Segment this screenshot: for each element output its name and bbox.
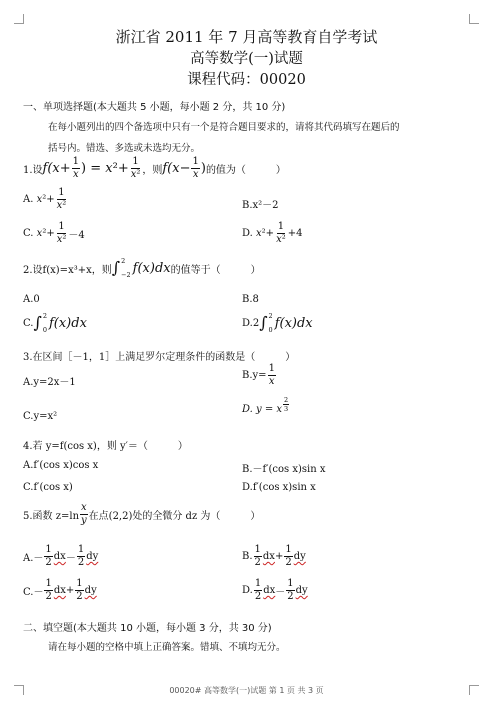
crop-mark-top-left [14, 14, 24, 24]
crop-mark-top-right [469, 14, 479, 24]
q1-target-close: ) [200, 161, 206, 176]
q5-option-a-frac1: $\frac{1}{2}$ [45, 544, 52, 568]
q1-option-a [23, 188, 68, 211]
question-3: 3.在区间［－1，1］上满足罗尔定理条件的函数是（ ） [23, 352, 296, 363]
q4-option-c: C.f′(cos x) [23, 482, 73, 493]
q2-integral-limits: 2 −2 [121, 257, 131, 279]
q5-option-b-dx: dx [262, 551, 275, 562]
q1-target-lhs: f(x− [162, 161, 191, 176]
section1-heading: 一、单项选择题(本大题共 5 小题，每小题 2 分，共 10 分) [23, 102, 286, 113]
q5-option-c-label: C.－ [23, 587, 44, 598]
q5-option-d-label: D. [242, 585, 253, 596]
q1-fraction-1-over-x: $\frac{1}{x}$ [72, 156, 80, 180]
q3-option-b [242, 364, 277, 387]
q1-option-c-expr: x²+ [36, 228, 55, 239]
integral-sign: ∫ [259, 313, 268, 332]
q5-tail: 在点(2,2)处的全微分 dz 为（ ） [88, 511, 261, 522]
q2-prefix: 2.设f(x)=x³+x，则 [23, 264, 112, 276]
exam-title: 浙江省 2011 年 7 月高等教育自学考试 [115, 28, 378, 46]
q1-target-fraction: $\frac{1}{x}$ [192, 156, 199, 180]
q5-prefix: 5.函数 z=ln [23, 511, 80, 522]
q1-option-d-fraction: $\frac{1}{\text{x²}}$ [276, 221, 286, 245]
q3-option-c: C.y=x² [23, 411, 58, 422]
q5-option-b-frac1: $\frac{1}{2}$ [254, 544, 261, 568]
q5-option-b-label: B. [242, 551, 253, 562]
section1-instruction-line2: 括号内。错选、多选或未选均无分。 [48, 143, 201, 154]
q4-option-b: B.－f′(cos x)sin x [242, 464, 326, 475]
q2-option-d-limits: 2 0 [268, 312, 273, 334]
q5-option-a-frac2: $\frac{1}{2}$ [77, 544, 85, 568]
q1-option-c-label: C. [23, 228, 34, 239]
q5-option-c-frac1: $\frac{1}{2}$ [45, 578, 52, 602]
q2-option-c-limits: 2 0 [42, 312, 47, 334]
q4-option-d: D.f′(cos x)sin x [242, 482, 316, 493]
course-code: 课程代码：00020 [187, 72, 306, 88]
q1-option-d [242, 222, 302, 245]
section2-instruction: 请在每小题的空格中填上正确答案。错填、不填均无分。 [48, 642, 286, 653]
q5-option-d-dy: dy [295, 585, 308, 596]
q2-option-c-label: C. [23, 317, 34, 329]
q5-fraction-x-over-y: $\frac{x}{y}$ [81, 502, 87, 526]
section2-heading: 二、填空题(本大题共 10 小题，每小题 3 分，共 30 分) [23, 623, 272, 634]
q5-option-c-dx: dx [53, 585, 66, 596]
integral-sign: ∫ [111, 258, 121, 277]
q5-option-c-plus: + [65, 585, 75, 596]
q1-option-d-expr: x²+ [256, 228, 275, 239]
q2-option-b: B.8 [242, 294, 259, 305]
q5-option-d-minus: － [275, 587, 286, 598]
q5-option-a-label: A.－ [23, 553, 44, 564]
q5-option-b [242, 545, 306, 568]
integral-sign: ∫ [33, 313, 42, 332]
q5-option-b-dy: dy [293, 551, 306, 562]
q1-tail: 的值为（ ） [205, 165, 286, 176]
q2-option-c [23, 313, 87, 333]
q1-option-a-expr: x²+ [36, 194, 55, 205]
question-5 [23, 503, 260, 526]
q3-option-d-exponent: $\frac{2}{3}$ [284, 395, 289, 413]
q5-option-d-frac2: $\frac{1}{2}$ [287, 578, 294, 602]
q1-prefix: 1.设 [23, 165, 43, 176]
question-4: 4.若 y=f(cos x)，则 y′＝（ ） [23, 441, 188, 452]
q1-condition-lhs: f(x+ [42, 161, 71, 176]
q5-option-d [242, 579, 308, 602]
q2-option-c-integrand: f(x)dx [48, 315, 87, 331]
q2-option-a: A.0 [23, 294, 40, 305]
q2-option-d [242, 313, 313, 333]
q5-option-a-minus: － [65, 553, 76, 564]
q3-option-b-label: B.y= [242, 370, 267, 381]
q5-option-b-frac2: $\frac{1}{2}$ [285, 544, 292, 568]
q1-option-d-tail: +4 [287, 228, 303, 239]
q2-option-d-label: D.2 [242, 317, 260, 329]
q1-option-c-tail: －4 [68, 230, 85, 241]
q3-option-d [242, 395, 290, 415]
q5-option-d-frac1: $\frac{1}{2}$ [254, 578, 262, 602]
q1-option-a-fraction: $\frac{1}{\text{x²}}$ [56, 187, 67, 211]
q1-condition-eq: ) = x²+ [81, 161, 129, 176]
section1-instruction-line1: 在每小题列出的四个备选项中只有一个是符合题目要求的，请将其代码填写在题后的 [48, 122, 400, 133]
q1-fraction-1-over-x2: $\frac{1}{\text{x²}}$ [130, 156, 141, 180]
q5-option-c-dy: dy [84, 585, 97, 596]
q1-option-b: B.x²－2 [242, 200, 279, 211]
question-1 [23, 157, 286, 180]
q1-option-c [23, 222, 85, 245]
q5-option-a-dy: dy [86, 551, 99, 562]
q2-tail: 的值等于（ ） [170, 264, 261, 276]
q3-option-a: A.y=2x－1 [23, 377, 76, 388]
q5-option-d-dx: dx [263, 585, 276, 596]
q3-option-d-label: D. y = x [242, 404, 283, 415]
q5-option-a [23, 545, 98, 568]
page-footer: 00020# 高等数学(一)试题 第 1 页 共 3 页 [169, 686, 324, 695]
q2-integrand: f(x)dx [132, 260, 171, 276]
q3-option-b-fraction: $\frac{1}{x}$ [268, 363, 275, 387]
q5-option-b-plus: + [274, 551, 284, 562]
q2-option-d-integrand: f(x)dx [274, 315, 313, 331]
q1-option-c-fraction: $\frac{1}{\text{x²}}$ [56, 221, 67, 245]
q1-condition-text: ，则 [142, 165, 163, 176]
q5-option-a-dx: dx [53, 551, 66, 562]
question-2 [23, 258, 261, 278]
q4-option-a: A.f′(cos x)cos x [23, 460, 99, 471]
q1-option-d-label: D. [242, 228, 253, 239]
q1-option-a-label: A. [23, 194, 34, 205]
exam-subtitle: 高等数学(一)试题 [190, 51, 303, 67]
q5-option-c [23, 579, 97, 602]
q5-option-c-frac2: $\frac{1}{2}$ [76, 578, 83, 602]
